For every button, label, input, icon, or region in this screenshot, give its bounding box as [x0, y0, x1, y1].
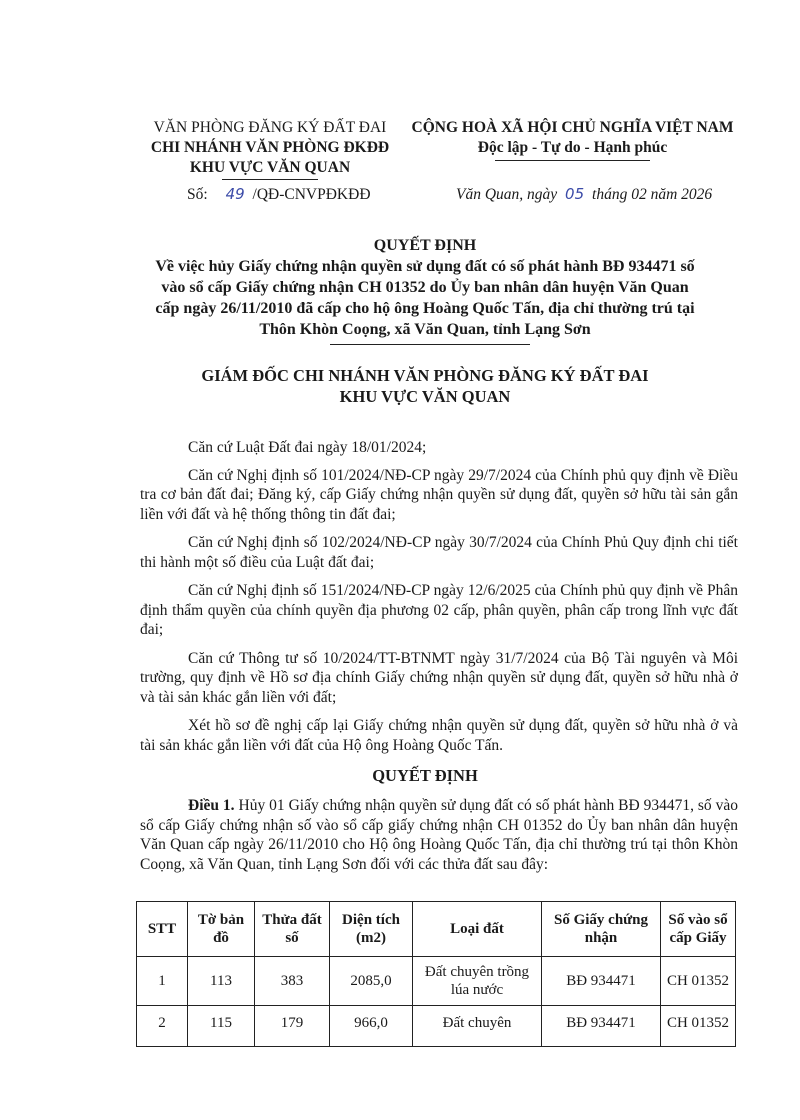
title-underline [330, 344, 530, 345]
authority-line2: KHU VỰC VĂN QUAN [339, 387, 511, 406]
document-date [456, 184, 712, 205]
header-map-sheet: Tờ bản đồ [188, 902, 255, 957]
motto: Độc lập - Tự do - Hạnh phúc [477, 139, 668, 156]
basis-paragraph: Căn cứ Thông tư số 10/2024/TT-BTNMT ngày 31/7/2024 của Bộ Tài nguyên và Môi trường, quy định về Hồ sơ địa chính Giấy chứng nhận quyền sử dụng đất, quyền sở hữu nhà ở và tài sản khác gắn liền với đất; [140, 649, 738, 706]
table-row [137, 957, 736, 1006]
cell-area: 2085,0 [330, 957, 413, 1006]
title-block [120, 235, 730, 340]
date-day: 05 [565, 185, 585, 203]
cell-land-type: Đất chuyên [413, 1006, 542, 1047]
subject-line3: cấp ngày 26/11/2010 đã cấp cho hộ ông Hoàng Quốc Tấn, địa chỉ thường trú tại [155, 300, 695, 317]
authority-block [120, 365, 730, 407]
cell-registry-number: CH 01352 [661, 957, 736, 1006]
agency-line3: KHU VỰC VĂN QUAN [189, 159, 351, 176]
agency-line2: CHI NHÁNH VĂN PHÒNG ĐKĐĐ [150, 139, 390, 156]
table-row [137, 1006, 736, 1047]
subject-line2: vào sổ cấp Giấy chứng nhận CH 01352 do Ủy ban nhân dân huyện Văn Quan [161, 279, 689, 296]
article-1-label: Điều 1. [188, 797, 235, 814]
authority-line1: GIÁM ĐỐC CHI NHÁNH VĂN PHÒNG ĐĂNG KÝ ĐẤT ĐAI [201, 366, 649, 385]
header-registry-number: Số vào sổ cấp Giấy [661, 902, 736, 957]
agency-header [140, 118, 400, 178]
cell-parcel-number: 179 [255, 1006, 330, 1047]
basis-paragraph: Xét hồ sơ đề nghị cấp lại Giấy chứng nhận quyền sử dụng đất, quyền sở hữu nhà ở và tài sản khác gắn liền với đất của Hộ ông Hoàng Quốc Tấn. [140, 717, 738, 754]
header-land-type: Loại đất [413, 902, 542, 957]
cell-map-sheet: 115 [188, 1006, 255, 1047]
article-1 [140, 796, 738, 874]
article-1-text: Hủy 01 Giấy chứng nhận quyền sử dụng đất có số phát hành BĐ 934471, số vào sổ cấp Giấy chứng nhận số vào sổ cấp giấy chứng nhận CH 01352 do Ủy ban nhân dân huyện Văn Quan cấp ngày 26/11/2010 cho Hộ ông Hoàng Quốc Tấn, địa chỉ thường trú tại thôn Khòn Coọng, xã Văn Quan, tỉnh Lạng Sơn đối với các thửa đất sau đây: [140, 797, 739, 873]
subject-line1: Về việc hủy Giấy chứng nhận quyền sử dụng đất có số phát hành BĐ 934471 số [155, 258, 695, 275]
table-header-row [137, 902, 736, 957]
agency-underline [222, 179, 318, 180]
header-area: Diện tích (m2) [330, 902, 413, 957]
nation-title: CỘNG HOÀ XÃ HỘI CHỦ NGHĨA VIỆT NAM [411, 119, 734, 136]
number-value: 49 [225, 185, 245, 203]
basis-paragraph: Căn cứ Luật Đất đai ngày 18/01/2024; [188, 439, 427, 456]
basis-paragraph: Căn cứ Nghị định số 102/2024/NĐ-CP ngày 30/7/2024 của Chính Phủ Quy định chi tiết thi hành một số điều của Luật đất đai; [140, 534, 738, 571]
legal-bases [140, 438, 738, 755]
cell-map-sheet: 113 [188, 957, 255, 1006]
cell-stt: 1 [137, 957, 188, 1006]
number-suffix: /QĐ-CNVPĐKĐĐ [252, 186, 371, 203]
document-number [187, 184, 371, 205]
cell-area: 966,0 [330, 1006, 413, 1047]
date-prefix: Văn Quan, ngày [456, 186, 558, 203]
cell-land-type: Đất chuyên trồng lúa nước [413, 957, 542, 1006]
cell-stt: 2 [137, 1006, 188, 1047]
article-1-paragraph [140, 796, 738, 874]
nation-header [400, 118, 745, 158]
agency-line1: VĂN PHÒNG ĐĂNG KÝ ĐẤT ĐAI [153, 119, 387, 136]
cell-registry-number: CH 01352 [661, 1006, 736, 1047]
header-stt: STT [137, 902, 188, 957]
date-suffix: tháng 02 năm 2026 [592, 186, 713, 203]
header-parcel-number: Thửa đất số [255, 902, 330, 957]
title-main: QUYẾT ĐỊNH [373, 237, 477, 254]
subject-line4: Thôn Khòn Coọng, xã Văn Quan, tỉnh Lạng Sơn [259, 321, 591, 338]
number-label: Số: [187, 186, 208, 203]
cell-certificate-number: BĐ 934471 [542, 1006, 661, 1047]
motto-underline [495, 160, 650, 161]
header-certificate-number: Số Giấy chứng nhận [542, 902, 661, 957]
basis-paragraph: Căn cứ Nghị định số 151/2024/NĐ-CP ngày 12/6/2025 của Chính phủ quy định về Phân định thẩm quyền của chính quyền địa phương 02 cấp, phân quyền, phân cấp trong lĩnh vực đất đai; [140, 582, 738, 638]
land-parcel-table [136, 901, 736, 1047]
basis-paragraph: Căn cứ Nghị định số 101/2024/NĐ-CP ngày 29/7/2024 của Chính phủ quy định về Điều tra cơ bản đất đai; Đăng ký, cấp Giấy chứng nhận quyền sử dụng đất, quyền sở hữu tài sản gắn liền với đất và hệ thống thông tin đất đai; [140, 466, 738, 523]
decision-heading: QUYẾT ĐỊNH [372, 766, 478, 785]
cell-parcel-number: 383 [255, 957, 330, 1006]
cell-certificate-number: BĐ 934471 [542, 957, 661, 1006]
